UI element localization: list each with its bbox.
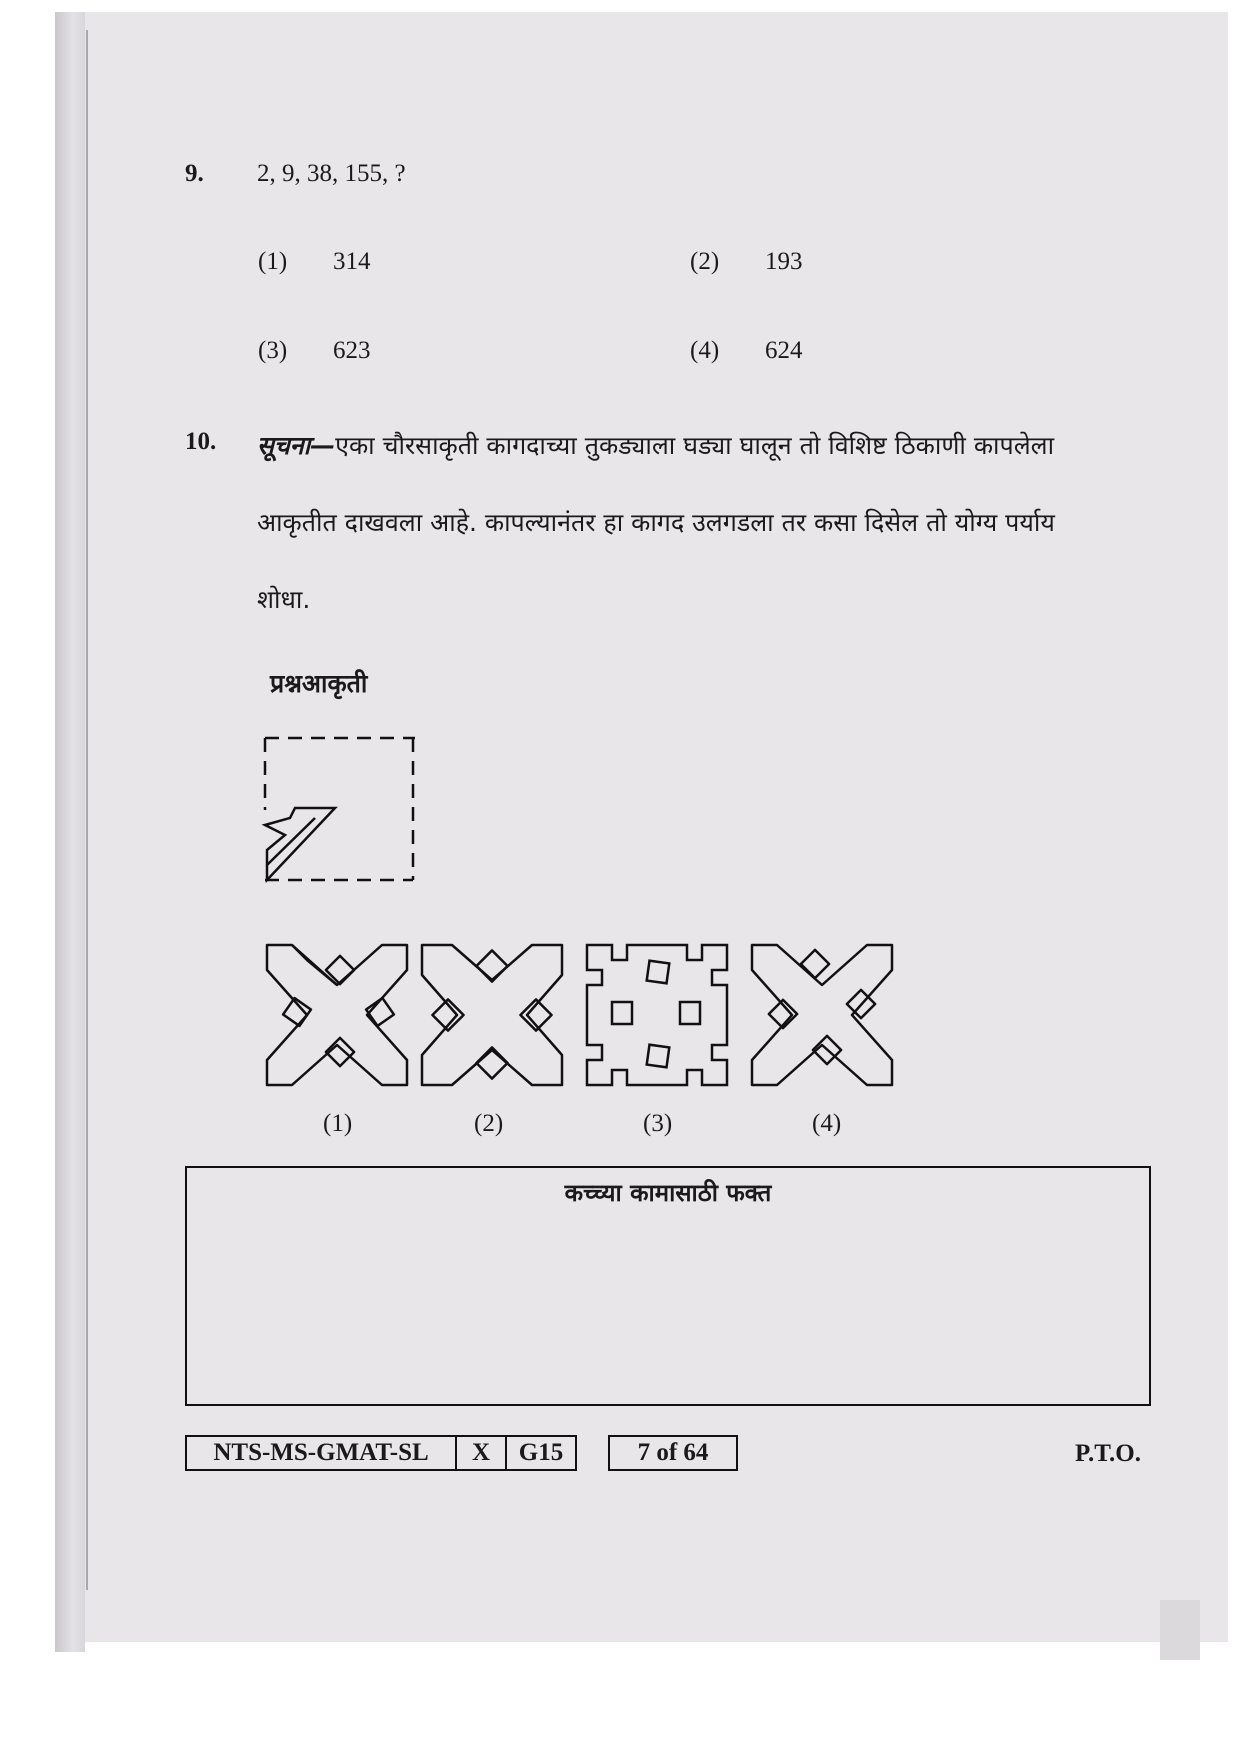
q9-option-2-label: (2) [690, 248, 720, 275]
q9-option-3-label: (3) [258, 337, 288, 364]
question-figure [255, 730, 425, 890]
answer-figure-4 [747, 940, 897, 1090]
page-number-box: 7 of 64 [608, 1435, 738, 1471]
q9-option-2-value: 193 [765, 248, 803, 275]
paper-code-box: NTS-MS-GMAT-SL [185, 1435, 457, 1471]
question-9-number: 9. [185, 160, 204, 187]
answer-figure-1-label: (1) [323, 1110, 353, 1137]
q9-option-1-value: 314 [333, 248, 371, 275]
booklet-spine [55, 12, 85, 1652]
rough-work-box [185, 1166, 1151, 1406]
answer-figure-1 [262, 940, 412, 1090]
q9-option-1-label: (1) [258, 248, 288, 275]
q9-option-4-value: 624 [765, 337, 803, 364]
question-10-instruction-line2: आकृतीत दाखवला आहे. कापल्यानंतर हा कागद उलगडला तर कसा दिसेल तो योग्य पर्याय [257, 508, 1055, 537]
pto-text: P.T.O. [1075, 1440, 1141, 1467]
question-10-instruction-line3: शोधा. [257, 585, 311, 614]
question-figure-label: प्रश्नआकृती [270, 669, 368, 698]
answer-figure-2-label: (2) [474, 1110, 504, 1137]
spine-edge [86, 30, 88, 1590]
rough-work-title: कच्च्या कामासाठी फक्त [564, 1179, 772, 1207]
answer-figure-3-label: (3) [643, 1110, 673, 1137]
answer-figure-4-label: (4) [812, 1110, 842, 1137]
instruction-lead: सूचना— [257, 431, 336, 460]
medium-box: X [455, 1435, 507, 1471]
paper-fold [1160, 1600, 1200, 1660]
question-10-number: 10. [185, 428, 217, 455]
answer-figure-2 [417, 940, 567, 1090]
question-9-series: 2, 9, 38, 155, ? [257, 160, 406, 187]
answer-figure-3 [582, 940, 732, 1090]
set-box: G15 [505, 1435, 577, 1471]
question-10-instruction-line1 [257, 428, 1054, 462]
q9-option-4-label: (4) [690, 337, 720, 364]
instruction-text-1: एका चौरसाकृती कागदाच्या तुकड्याला घड्या घालून तो विशिष्ट ठिकाणी कापलेला [335, 431, 1055, 460]
q9-option-3-value: 623 [333, 337, 371, 364]
